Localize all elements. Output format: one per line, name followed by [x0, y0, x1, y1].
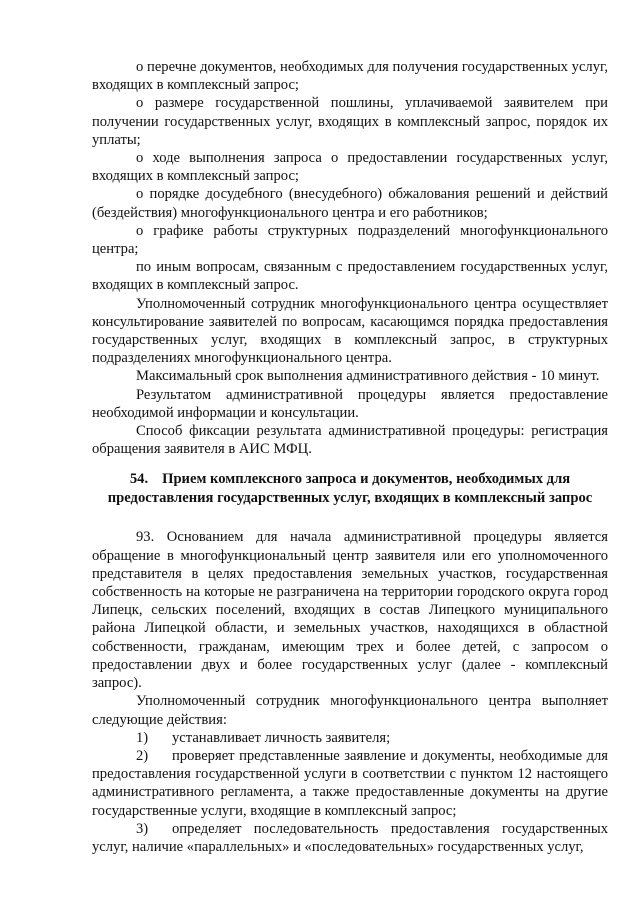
list-item-number: 2)	[136, 747, 149, 764]
paragraph: Уполномоченный сотрудник многофункционального центра осуществляет консультирование заявителей по вопросам, касающимся порядка предоставления государственных услуг, входящих в комплексный запрос, в структурных подразделениях многофункционального центра.	[92, 295, 608, 367]
list-item-text: устанавливает личность заявителя;	[172, 729, 391, 746]
paragraph: Способ фиксации результата административной процедуры: регистрация обращения заявителя в АИС МФЦ.	[92, 423, 608, 458]
paragraph: 93. Основанием для начала административной процедуры является обращение в многофункциональный центр заявителя или его уполномоченного представителя в целях предоставления земельных участков, государственная собственность на которые не разграничена на территории городского округа город Липецк, сельских поселений, входящих в состав Липецкого муниципального района Липецкой области, и земельных участков, находящихся в областной собственности, гражданам, имеющим трех и более детей, с запросом о предоставлении двух и более государственных услуг (далее - комплексный запрос).	[92, 529, 608, 692]
paragraph: о графике работы структурных подразделений многофункционального центра;	[92, 222, 608, 258]
section-title: Прием комплексного запроса и документов, необходимых для предоставления государственных услуг, входящих в комплексный запрос	[107, 471, 593, 506]
list-item	[92, 820, 608, 856]
paragraph: о размере государственной пошлины, уплачиваемой заявителем при получении государственных услуг, входящих в комплексный запрос, порядок их уплаты;	[92, 95, 608, 148]
paragraph: Максимальный срок выполнения административного действия - 10 минут.	[136, 368, 600, 385]
list-item-text: проверяет представленные заявление и документы, необходимые для предоставления государственной услуги в соответствии с пунктом 12 настоящего административного регламента, а также предоставленные документы на другие государственные услуги, входящие в комплексный запрос;	[92, 747, 608, 819]
paragraph: Уполномоченный сотрудник многофункционального центра выполняет следующие действия:	[92, 693, 608, 728]
document-page	[92, 58, 608, 856]
section-heading	[92, 470, 608, 507]
paragraph: Результатом административной процедуры является предоставление необходимой информации и консультации.	[92, 386, 608, 421]
list-item-number: 1)	[136, 729, 149, 746]
paragraph: по иным вопросам, связанным с предоставлением государственных услуг, входящих в комплексный запрос.	[92, 259, 608, 294]
paragraph: о перечне документов, необходимых для получения государственных услуг, входящих в комплексный запрос;	[92, 59, 608, 94]
paragraph: о ходе выполнения запроса о предоставлении государственных услуг, входящих в комплексный запрос;	[92, 150, 608, 185]
list-item-text: определяет последовательность предоставления государственных услуг, наличие «параллельных» и «последовательных» государственных услуг,	[92, 820, 608, 855]
list-item	[92, 747, 608, 820]
list-item	[92, 729, 608, 747]
list-item-number: 3)	[136, 820, 149, 837]
paragraph: о порядке досудебного (внесудебного) обжалования решений и действий (бездействия) многофункционального центра и его работников;	[92, 186, 608, 221]
section-number: 54.	[129, 471, 149, 488]
